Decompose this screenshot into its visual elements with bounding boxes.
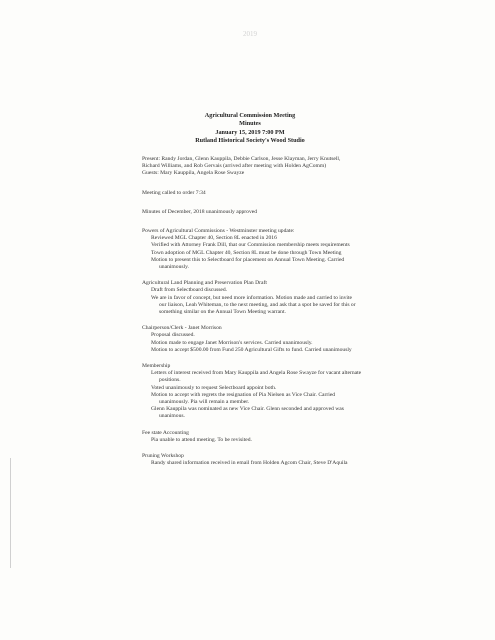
powers-line: Town adoption of MGL Chapter 40, Section 8L must be done through Town Meeting [151, 249, 342, 256]
minutes-body [142, 156, 467, 468]
land-plan-line: our liaison, Leah Whiteman, to the next meeting, and ask that a spot be saved for this or [159, 301, 356, 308]
chairperson-line: Motion to accept $500.00 from Fund 250 Agricultural Gifts to fund. Carried unanimously [151, 346, 352, 353]
powers-line: unanimously. [159, 264, 189, 271]
land-plan-line: We are in favor of concept, but need more information. Motion made and carried to invite [151, 294, 353, 301]
section-heading-powers: Powers of Agricultural Commissions - Westminster meeting update: [142, 228, 295, 235]
scan-edge-mark [10, 458, 11, 568]
section-heading-land-plan: Agricultural Land Planning and Preservation Plan Draft [142, 280, 267, 287]
minutes-approved: Minutes of December, 2018 unanimously approved [142, 208, 258, 215]
membership-line: positions. [159, 377, 181, 384]
accounting-line: Pia unable to attend meeting. To be revisited. [151, 436, 252, 443]
workshop-line: Randy shared information received in email from Holden Agcom Chair, Steve D'Aquila [151, 460, 348, 467]
membership-line: Motion to accept with regrets the resignation of Pia Nielsen as Vice Chair. Carried [151, 391, 336, 398]
meeting-location: Rutland Historical Society's Wood Studio [195, 136, 305, 144]
section-heading-workshop: Pruning Workshop [142, 453, 184, 460]
chairperson-line: Motion made to engage Janet Morrison's services. Carried unanimously. [151, 339, 313, 346]
meeting-date: January 15, 2019 7:00 PM [215, 128, 285, 136]
section-heading-membership: Membership [142, 363, 171, 370]
land-plan-line: Draft from Selectboard discussed. [151, 287, 228, 294]
minutes-subtitle: Minutes [239, 120, 261, 128]
faint-stamp [228, 30, 272, 52]
membership-line: Letters of interest received from Mary Kauppila and Angela Rose Swayze for vacant alternate [151, 370, 362, 377]
membership-line: unanimously. Pia will remain a member. [159, 399, 250, 406]
powers-line: Motion to present this to Selectboard for placement on Annual Town Meeting. Carried [151, 256, 345, 263]
meeting-title: Agricultural Commission Meeting [204, 112, 296, 119]
membership-line: unanimous. [159, 413, 185, 420]
attendance-present: Present: Randy Jordan, Glenn Kauppila, Debbie Carlson, Jesse Klayman, Jerry Knutsell, [142, 156, 341, 162]
section-heading-accounting: Fee state Accounting [142, 429, 189, 436]
section-heading-chairperson: Chairperson/Clerk - Janet Morrison [142, 325, 222, 332]
call-to-order: Meeting called to order 7:34 [142, 189, 206, 196]
membership-line: Glenn Kauppila was nominated as new Vice Chair. Glenn seconded and approved was [151, 406, 344, 413]
chairperson-line: Proposal discussed. [151, 332, 195, 339]
stamp-line: 2019 [243, 30, 257, 38]
attendance-guests: Guests: Mary Kauppila, Angela Rose Swayze [142, 170, 245, 177]
minutes-header [150, 112, 350, 145]
membership-line: Voted unanimously to request Selectboard appoint both. [151, 384, 277, 391]
attendance-present-cont: Richard Williams, and Rob Gervais (arrived after meeting with Holden AgComm) [142, 163, 327, 170]
powers-line: Verified with Attorney Frank Dill, that our Commission membership meets requirements [151, 242, 350, 249]
land-plan-line: something similar on the Annual Town Meeting warrant. [159, 309, 286, 316]
powers-line: Reviewed MGL Chapter 40, Section 8L enacted in 2016 [151, 235, 277, 242]
